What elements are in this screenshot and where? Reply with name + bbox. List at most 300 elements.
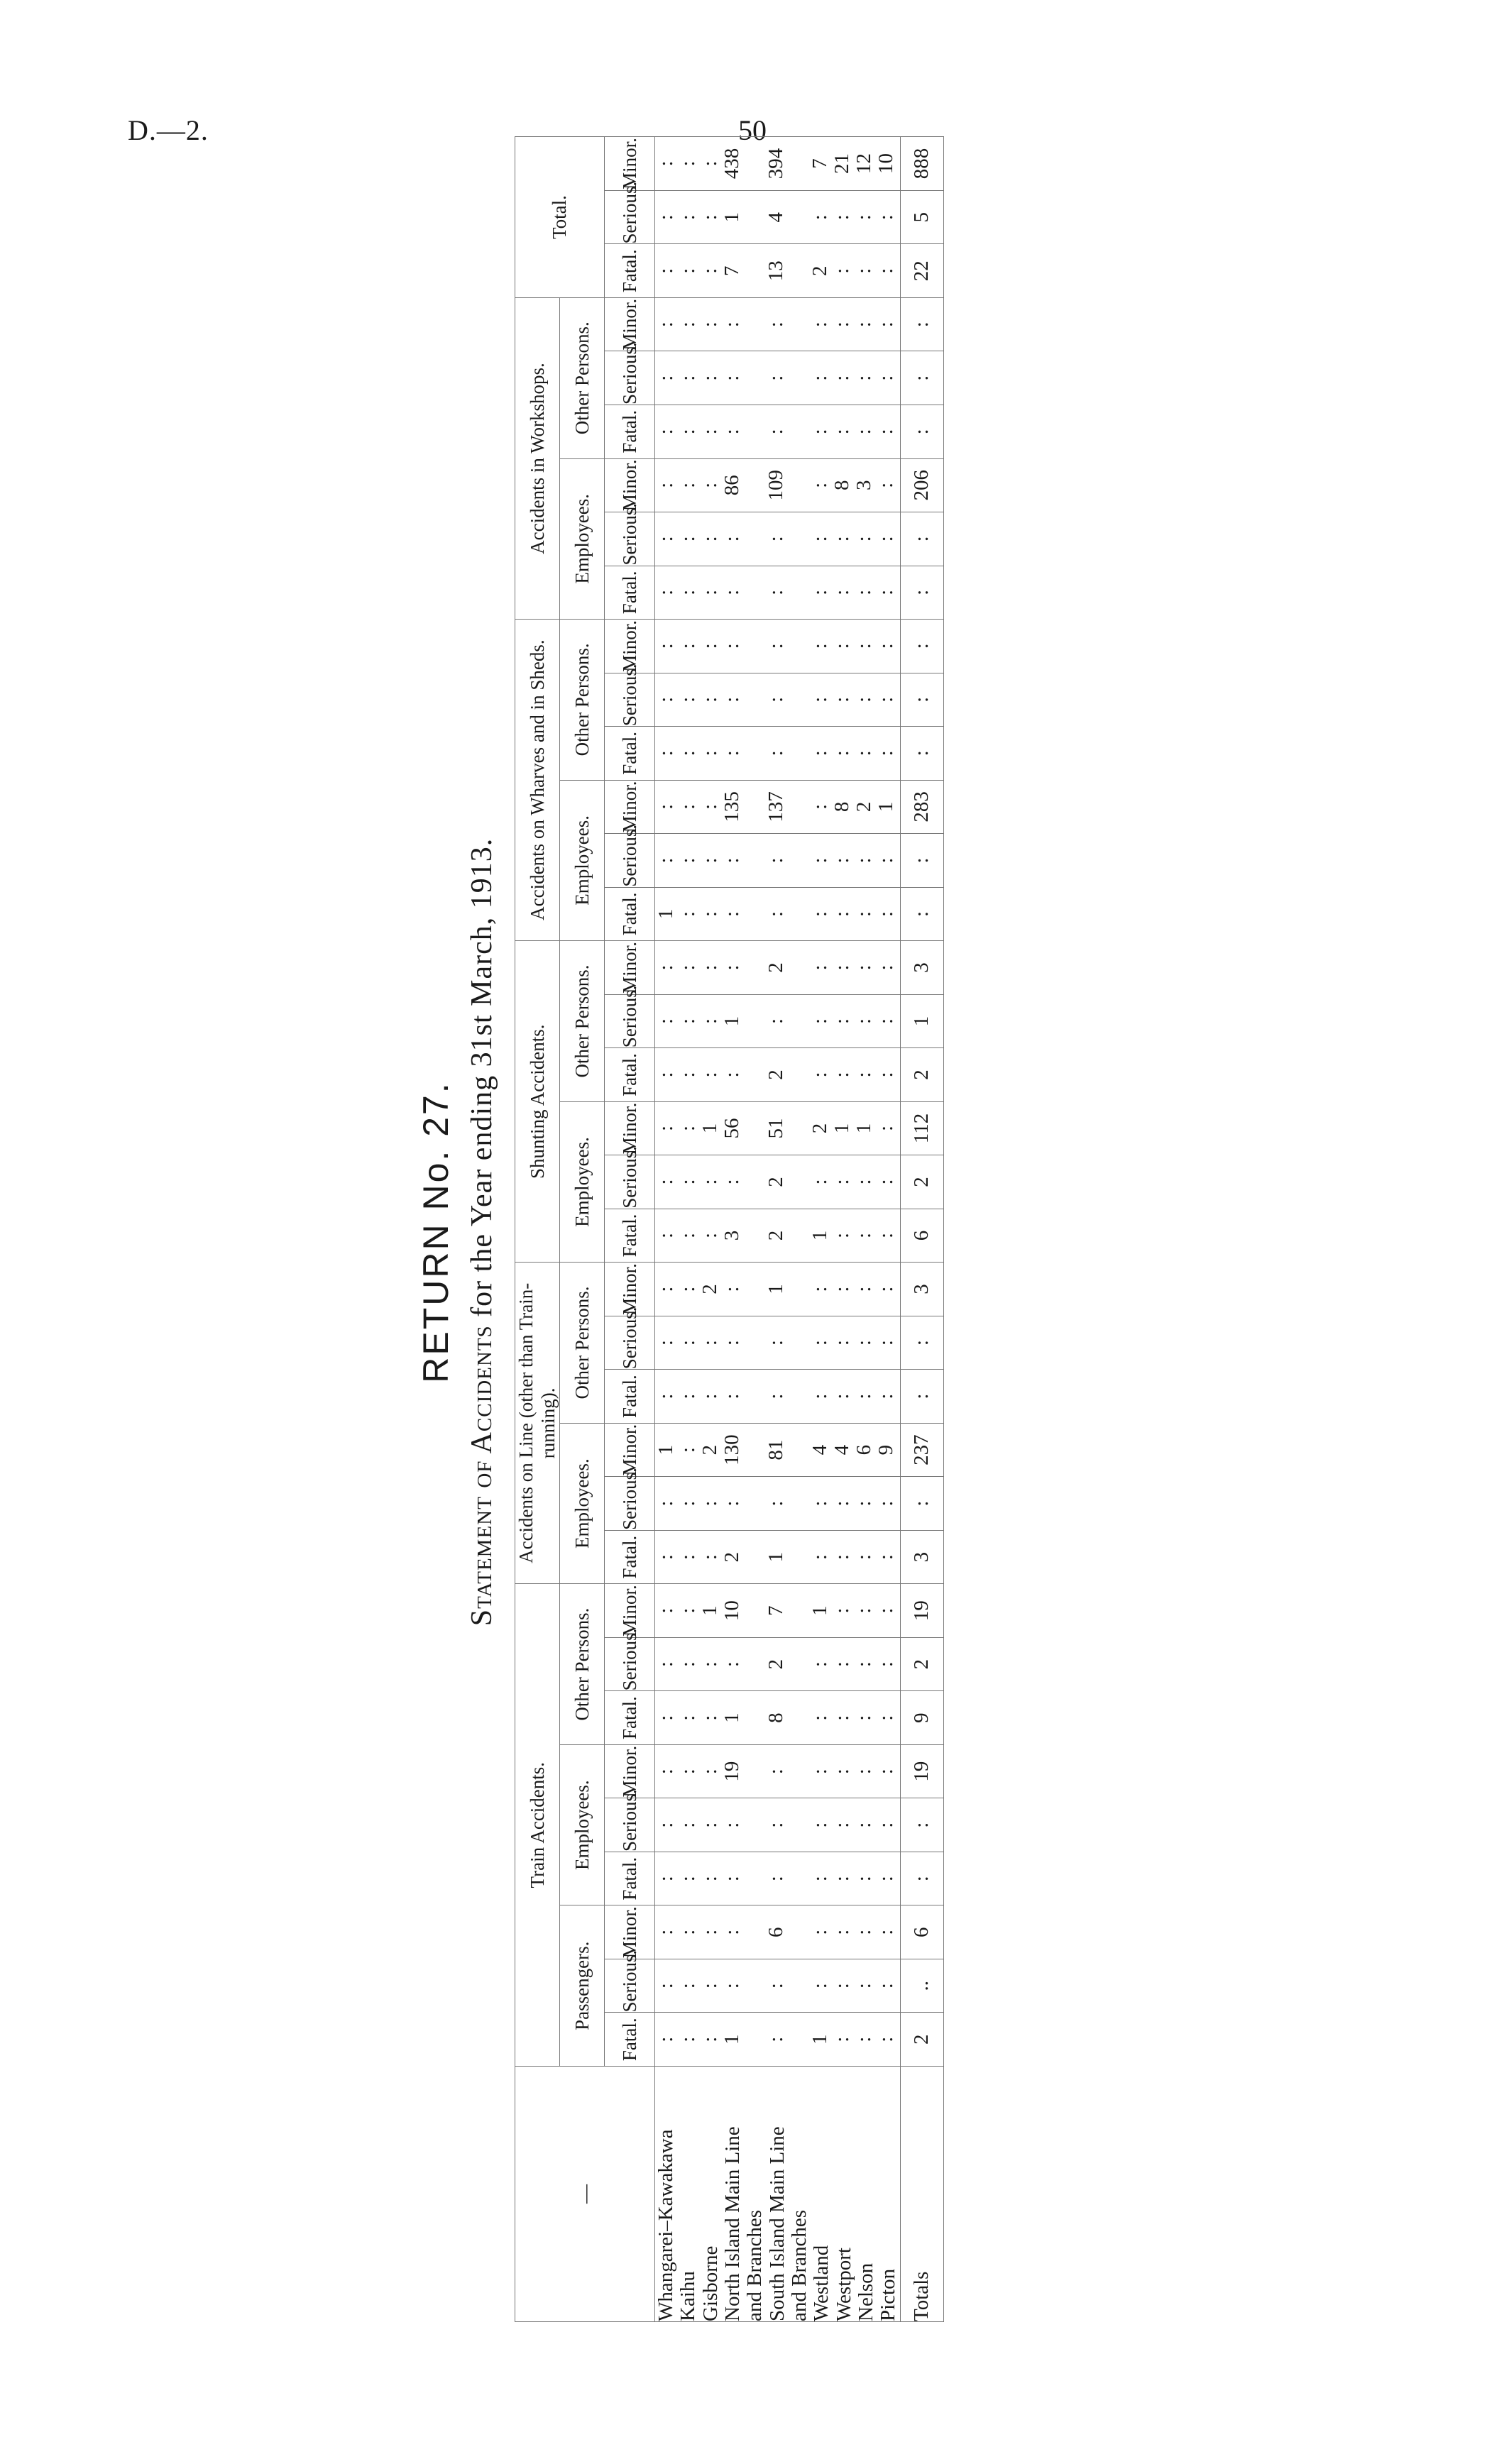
- value-column: [655, 1155, 900, 1209]
- column-header: Fatal.: [605, 2013, 655, 2067]
- table-cell: :: [764, 1500, 788, 1507]
- table-cell: :: [698, 1876, 722, 1882]
- table-cell: :: [852, 1393, 876, 1399]
- totals-cell: 3: [900, 1263, 943, 1316]
- table-cell: [787, 1638, 809, 1691]
- table-cell: :: [808, 1179, 832, 1185]
- table-cell: :: [830, 1286, 854, 1292]
- totals-cell: :: [900, 297, 943, 351]
- column-header: Fatal.: [605, 1370, 655, 1424]
- table-cell: 10: [874, 153, 898, 174]
- value-column: [655, 351, 900, 405]
- table-cell: :: [676, 696, 700, 703]
- table-cell: :: [852, 536, 876, 542]
- table-cell: [787, 1263, 809, 1316]
- table-cell: :: [830, 214, 854, 221]
- column-header: Minor.: [605, 620, 655, 673]
- table-cell: :: [764, 2036, 788, 2042]
- column-header: Fatal.: [605, 566, 655, 620]
- table-cell: :: [698, 696, 722, 703]
- table-cell: 2: [808, 1123, 832, 1134]
- table-cell: :: [852, 1822, 876, 1828]
- table-cell: :: [698, 1018, 722, 1024]
- column-header: Serious.: [605, 1637, 655, 1691]
- totals-cell: :: [900, 1370, 943, 1424]
- table-cell: [743, 1584, 765, 1637]
- table-cell: [743, 1531, 765, 1584]
- table-cell: :: [874, 911, 898, 917]
- table-cell: 2: [764, 1177, 788, 1187]
- totals-cell: 888: [900, 137, 943, 191]
- table-cell: :: [720, 1929, 744, 1935]
- table-cell: :: [676, 321, 700, 328]
- table-cell: [743, 888, 765, 941]
- table-cell: :: [852, 1929, 876, 1935]
- table-cell: [743, 459, 765, 512]
- table-cell: 7: [808, 158, 832, 169]
- table-cell: :: [874, 1607, 898, 1614]
- table-cell: 394: [764, 148, 788, 180]
- table-cell: :: [852, 214, 876, 221]
- table-cell: [787, 1370, 809, 1423]
- subgroup-header: Employees.: [560, 780, 605, 941]
- table-cell: :: [852, 857, 876, 864]
- table-cell: :: [676, 1179, 700, 1185]
- table-cell: :: [808, 803, 832, 810]
- table-cell: [743, 620, 765, 673]
- value-column: [655, 1584, 900, 1638]
- value-column: [655, 1370, 900, 1424]
- totals-cell: :: [900, 620, 943, 673]
- column-header: Minor.: [605, 458, 655, 512]
- table-cell: :: [852, 1179, 876, 1185]
- column-header: Minor.: [605, 137, 655, 191]
- table-cell: :: [874, 1232, 898, 1239]
- table-cell: :: [654, 696, 678, 703]
- totals-cell: 112: [900, 1101, 943, 1155]
- table-cell: :: [874, 1876, 898, 1882]
- table-cell: 1: [808, 2034, 832, 2045]
- table-cell: 130: [720, 1434, 744, 1465]
- value-column: [655, 1905, 900, 1959]
- table-cell: 1: [764, 1551, 788, 1563]
- table-cell: :: [874, 1286, 898, 1292]
- table-cell: :: [830, 1179, 854, 1185]
- table-cell: :: [764, 1876, 788, 1882]
- totals-cell: :: [900, 405, 943, 459]
- table-cell: :: [676, 1715, 700, 1721]
- table-cell: :: [654, 1822, 678, 1828]
- table-cell: :: [676, 429, 700, 435]
- table-cell: :: [764, 750, 788, 757]
- table-cell: :: [720, 911, 744, 917]
- table-cell: :: [874, 268, 898, 274]
- table-cell: :: [852, 1500, 876, 1507]
- table-cell: :: [874, 1125, 898, 1132]
- table-cell: 1: [720, 1016, 744, 1027]
- table-cell: 4: [808, 1444, 832, 1456]
- table-cell: :: [720, 1072, 744, 1078]
- value-column: [655, 1209, 900, 1263]
- section-name: North Island Main Line: [721, 2126, 745, 2321]
- table-cell: :: [830, 1983, 854, 1989]
- table-cell: :: [676, 375, 700, 381]
- value-column: [655, 2013, 900, 2067]
- table-cell: [743, 352, 765, 405]
- value-column: [655, 566, 900, 620]
- table-cell: [787, 1531, 809, 1584]
- totals-cell: :: [900, 351, 943, 405]
- table-cell: :: [808, 1393, 832, 1399]
- table-cell: :: [764, 1769, 788, 1775]
- table-cell: :: [874, 1340, 898, 1346]
- table-cell: :: [852, 1661, 876, 1668]
- table-cell: [787, 566, 809, 620]
- table-cell: :: [720, 964, 744, 971]
- table-cell: :: [874, 1179, 898, 1185]
- table-cell: :: [676, 1018, 700, 1024]
- table-cell: :: [852, 1286, 876, 1292]
- table-cell: :: [676, 1822, 700, 1828]
- table-cell: 1: [808, 1605, 832, 1616]
- table-cell: :: [764, 321, 788, 328]
- table-cell: :: [764, 1822, 788, 1828]
- table-cell: :: [698, 964, 722, 971]
- table-cell: :: [764, 696, 788, 703]
- table-cell: 438: [720, 148, 744, 180]
- table-cell: :: [764, 429, 788, 435]
- value-column: [655, 1263, 900, 1316]
- table-cell: [743, 1959, 765, 2013]
- table-cell: :: [830, 1072, 854, 1078]
- table-cell: :: [654, 750, 678, 757]
- table-cell: :: [830, 2036, 854, 2042]
- column-header: Serious.: [605, 834, 655, 888]
- table-cell: 2: [764, 1659, 788, 1670]
- section-names: [655, 2067, 900, 2322]
- table-cell: [743, 191, 765, 244]
- table-cell: :: [764, 1340, 788, 1346]
- table-cell: [743, 834, 765, 887]
- table-cell: :: [676, 1554, 700, 1561]
- value-column: [655, 941, 900, 995]
- table-cell: :: [676, 482, 700, 488]
- table-cell: :: [808, 696, 832, 703]
- table-cell: :: [830, 1769, 854, 1775]
- table-cell: :: [808, 1769, 832, 1775]
- table-cell: :: [764, 643, 788, 649]
- table-cell: [743, 1852, 765, 1905]
- table-cell: [787, 1102, 809, 1155]
- table-cell: :: [676, 964, 700, 971]
- table-cell: 1: [874, 801, 898, 813]
- column-header: Fatal.: [605, 1048, 655, 1102]
- table-cell: :: [764, 1018, 788, 1024]
- table-cell: 1: [720, 2034, 744, 2045]
- table-cell: :: [654, 482, 678, 488]
- table-cell: :: [808, 1715, 832, 1721]
- table-cell: :: [654, 857, 678, 864]
- column-header: Serious.: [605, 1798, 655, 1852]
- table-cell: [787, 1316, 809, 1370]
- column-header: Fatal.: [605, 405, 655, 459]
- table-cell: [743, 566, 765, 620]
- section-name: Westport: [832, 2248, 855, 2321]
- table-cell: :: [676, 1500, 700, 1507]
- table-cell: :: [830, 1607, 854, 1614]
- table-cell: :: [764, 536, 788, 542]
- table-cell: 2: [764, 1230, 788, 1241]
- table-cell: :: [830, 321, 854, 328]
- table-cell: :: [720, 1500, 744, 1507]
- table-cell: [787, 834, 809, 887]
- table-cell: :: [808, 1018, 832, 1024]
- totals-cell: :: [900, 1798, 943, 1852]
- column-header: Minor.: [605, 1905, 655, 1959]
- table-cell: :: [720, 321, 744, 328]
- column-header: Serious.: [605, 1155, 655, 1209]
- table-cell: :: [874, 1500, 898, 1507]
- table-cell: [787, 191, 809, 244]
- table-cell: :: [698, 1929, 722, 1935]
- table-cell: :: [654, 1125, 678, 1132]
- table-cell: :: [830, 268, 854, 274]
- table-cell: :: [654, 1929, 678, 1935]
- table-cell: :: [676, 1340, 700, 1346]
- table-cell: :: [654, 1232, 678, 1239]
- table-cell: [787, 1852, 809, 1905]
- table-cell: 8: [764, 1712, 788, 1723]
- table-cell: :: [808, 536, 832, 542]
- totals-label: Totals: [900, 2067, 943, 2322]
- table-cell: :: [808, 375, 832, 381]
- table-cell: :: [808, 321, 832, 328]
- table-cell: :: [676, 1125, 700, 1132]
- column-header: Minor.: [605, 1744, 655, 1798]
- totals-cell: 6: [900, 1905, 943, 1959]
- table-cell: :: [830, 857, 854, 864]
- table-cell: :: [874, 1983, 898, 1989]
- table-cell: :: [852, 375, 876, 381]
- table-cell: :: [654, 2036, 678, 2042]
- table-cell: [743, 2013, 765, 2066]
- value-column: [655, 887, 900, 941]
- table-cell: :: [830, 1554, 854, 1561]
- table-cell: :: [676, 1769, 700, 1775]
- table-cell: :: [874, 375, 898, 381]
- totals-cell: 22: [900, 244, 943, 298]
- table-cell: :: [830, 1232, 854, 1239]
- totals-cell: 9: [900, 1691, 943, 1745]
- table-cell: :: [808, 1661, 832, 1668]
- table-cell: :: [676, 1983, 700, 1989]
- table-cell: :: [874, 482, 898, 488]
- table-cell: :: [874, 1822, 898, 1828]
- table-cell: :: [698, 160, 722, 167]
- table-cell: [743, 1155, 765, 1209]
- table-cell: :: [676, 1607, 700, 1614]
- column-header: Serious.: [605, 673, 655, 727]
- table-cell: :: [698, 2036, 722, 2042]
- totals-cell: :: [900, 887, 943, 941]
- totals-cell: :: [900, 566, 943, 620]
- table-cell: :: [830, 964, 854, 971]
- table-cell: :: [654, 1554, 678, 1561]
- table-cell: :: [852, 1554, 876, 1561]
- table-cell: :: [764, 1983, 788, 1989]
- table-cell: :: [654, 375, 678, 381]
- table-cell: :: [874, 964, 898, 971]
- table-cell: 9: [874, 1444, 898, 1456]
- table-cell: :: [676, 1876, 700, 1882]
- table-cell: :: [852, 1232, 876, 1239]
- stub-header: —: [515, 2067, 655, 2322]
- table-cell: 7: [764, 1605, 788, 1616]
- value-column: [655, 1852, 900, 1905]
- table-cell: :: [720, 375, 744, 381]
- table-cell: :: [698, 1983, 722, 1989]
- table-cell: [787, 727, 809, 780]
- table-cell: :: [654, 1715, 678, 1721]
- table-cell: 3: [852, 480, 876, 491]
- table-cell: :: [808, 482, 832, 488]
- table-cell: [743, 1316, 765, 1370]
- table-cell: [743, 1477, 765, 1530]
- table-cell: 4: [764, 211, 788, 223]
- table-cell: :: [852, 911, 876, 917]
- value-column: [655, 1048, 900, 1102]
- table-cell: [787, 1048, 809, 1101]
- table-cell: :: [676, 214, 700, 221]
- table-cell: :: [852, 964, 876, 971]
- table-cell: :: [698, 268, 722, 274]
- value-column: [655, 727, 900, 781]
- value-column: [655, 1477, 900, 1531]
- table-cell: :: [720, 1983, 744, 1989]
- table-cell: 51: [764, 1118, 788, 1139]
- table-cell: :: [830, 429, 854, 435]
- column-header: Fatal.: [605, 244, 655, 298]
- table-cell: :: [830, 696, 854, 703]
- table-cell: :: [654, 589, 678, 595]
- table-cell: :: [874, 321, 898, 328]
- table-cell: :: [654, 1500, 678, 1507]
- table-cell: :: [698, 321, 722, 328]
- subgroup-header: Other Persons.: [560, 941, 605, 1102]
- table-cell: :: [654, 1769, 678, 1775]
- return-title: RETURN No. 27.: [416, 1081, 456, 1383]
- subtitle-caps: Statement of Accidents: [466, 1325, 498, 1627]
- table-cell: 10: [720, 1600, 744, 1622]
- table-cell: :: [852, 1876, 876, 1882]
- table-cell: :: [720, 1286, 744, 1292]
- column-header: Fatal.: [605, 727, 655, 781]
- section-name: Picton: [877, 2268, 900, 2321]
- value-column: [655, 780, 900, 834]
- group-header: Shunting Accidents.: [515, 941, 560, 1263]
- table-cell: :: [852, 429, 876, 435]
- totals-cell: 19: [900, 1584, 943, 1638]
- table-cell: [787, 781, 809, 834]
- table-cell: :: [830, 1393, 854, 1399]
- table-cell: 2: [698, 1284, 722, 1294]
- table-cell: [787, 995, 809, 1048]
- table-cell: :: [874, 696, 898, 703]
- table-cell: :: [764, 911, 788, 917]
- table-cell: :: [676, 1232, 700, 1239]
- table-cell: :: [874, 589, 898, 595]
- value-column: [655, 1744, 900, 1798]
- table-cell: [743, 1691, 765, 1744]
- table-cell: 1: [808, 1230, 832, 1241]
- table-cell: :: [808, 1286, 832, 1292]
- table-cell: [787, 1424, 809, 1477]
- table-cell: [787, 888, 809, 941]
- table-cell: :: [720, 643, 744, 649]
- table-cell: :: [676, 1072, 700, 1078]
- table-cell: :: [830, 1715, 854, 1721]
- table-cell: [743, 1048, 765, 1101]
- table-cell: [743, 1638, 765, 1691]
- totals-cell: ..: [900, 1959, 943, 2013]
- table-cell: :: [676, 2036, 700, 2042]
- table-cell: 12: [852, 153, 876, 174]
- table-cell: 1: [698, 1605, 722, 1616]
- table-cell: 8: [830, 801, 854, 813]
- table-cell: :: [808, 1983, 832, 1989]
- value-column: [655, 1637, 900, 1691]
- value-column: [655, 1423, 900, 1477]
- value-column: [655, 190, 900, 244]
- table-cell: 137: [764, 791, 788, 823]
- column-header: Fatal.: [605, 887, 655, 941]
- section-name: Westland: [810, 2245, 833, 2321]
- table-cell: :: [852, 643, 876, 649]
- table-cell: 2: [720, 1551, 744, 1563]
- table-cell: :: [874, 857, 898, 864]
- table-cell: :: [698, 1822, 722, 1828]
- table-cell: :: [698, 1340, 722, 1346]
- subgroup-header: Employees.: [560, 1744, 605, 1905]
- table-cell: :: [808, 1500, 832, 1507]
- totals-cell: 19: [900, 1744, 943, 1798]
- table-cell: :: [654, 1340, 678, 1346]
- table-cell: :: [874, 1072, 898, 1078]
- table-cell: :: [676, 268, 700, 274]
- table-cell: :: [874, 1715, 898, 1721]
- column-header: Fatal.: [605, 1530, 655, 1584]
- group-header: Train Accidents.: [515, 1584, 560, 2067]
- table-cell: :: [698, 482, 722, 488]
- table-cell: :: [698, 911, 722, 917]
- table-cell: 2: [764, 1069, 788, 1080]
- totals-cell: :: [900, 673, 943, 727]
- table-cell: :: [830, 589, 854, 595]
- column-header: Minor.: [605, 780, 655, 834]
- table-cell: :: [698, 1500, 722, 1507]
- totals-cell: :: [900, 834, 943, 888]
- table-cell: :: [654, 1983, 678, 1989]
- table-cell: 109: [764, 470, 788, 501]
- table-cell: :: [698, 750, 722, 757]
- table-cell: :: [764, 375, 788, 381]
- table-cell: :: [808, 214, 832, 221]
- table-cell: :: [698, 857, 722, 864]
- value-column: [655, 458, 900, 512]
- table-cell: :: [676, 536, 700, 542]
- table-cell: :: [852, 1715, 876, 1721]
- column-header: Minor.: [605, 1584, 655, 1638]
